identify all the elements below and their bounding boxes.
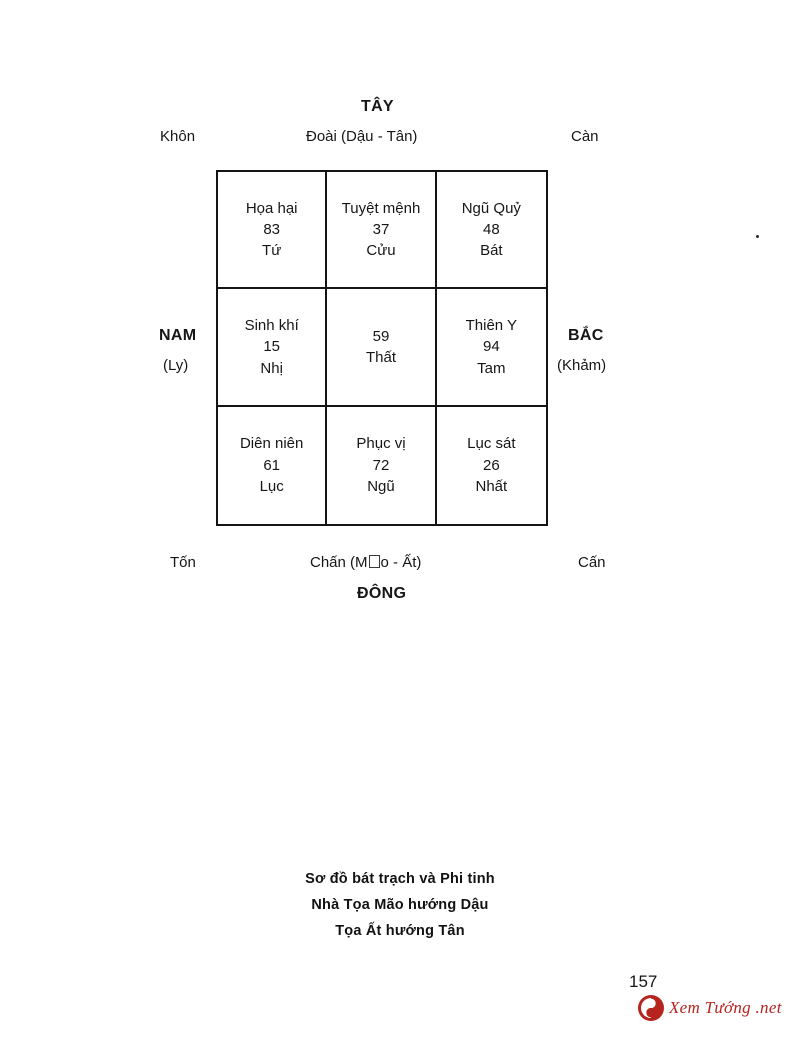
direction-label-bac: BẮC	[568, 327, 604, 344]
cell-number: 94	[482, 338, 500, 356]
cell-name: Họa hại	[245, 199, 298, 217]
caption-line-2: Nhà Tọa Mão hướng Dậu	[311, 897, 489, 913]
direction-label-can-bottom: Cấn	[578, 554, 606, 571]
cell-number: 37	[372, 221, 390, 239]
cell-number: 48	[482, 221, 500, 239]
page-number: 157	[629, 972, 658, 991]
cell-star: Tứ	[262, 242, 282, 260]
grid-cell	[437, 172, 546, 289]
watermark-text: Xem Tướng .net	[669, 998, 782, 1017]
direction-label-tay: TÂY	[361, 98, 394, 115]
grid-cell	[218, 289, 327, 406]
direction-label-chan	[310, 554, 421, 571]
bat-trach-grid	[216, 170, 548, 526]
cell-name: Ngũ Quỷ	[461, 199, 521, 217]
direction-label-khon: Khôn	[160, 128, 196, 145]
grid-cell	[437, 407, 546, 524]
cell-star: Bát	[480, 242, 503, 260]
cell-star: Thất	[365, 348, 396, 366]
direction-label-kham: (Khảm)	[557, 357, 607, 374]
direction-label-can-top: Càn	[571, 128, 599, 145]
grid-cell	[437, 289, 546, 406]
cell-name: Sinh khí	[244, 317, 299, 335]
cell-name: Phục vị	[356, 435, 406, 453]
direction-label-dong: ĐÔNG	[357, 585, 407, 602]
direction-label-nam: NAM	[159, 327, 197, 344]
grid-cell	[327, 172, 436, 289]
grid-cell	[218, 407, 327, 524]
cell-star: Nhất	[475, 477, 508, 495]
cell-name: Tuyệt mệnh	[341, 199, 421, 217]
cell-number: 59	[372, 327, 390, 345]
watermark	[638, 995, 782, 1021]
direction-label-ton: Tốn	[170, 554, 196, 571]
cell-number: 15	[263, 338, 280, 356]
cell-star: Lục	[259, 477, 284, 495]
cell-name: Lục sát	[467, 435, 516, 453]
cell-star: Cửu	[366, 242, 396, 260]
cell-star: Ngũ	[367, 477, 395, 495]
figure-caption	[0, 866, 800, 944]
direction-label-ly: (Ly)	[163, 357, 189, 374]
stray-ink-mark	[756, 235, 759, 238]
grid-cell-center	[327, 289, 436, 406]
cell-star: Tam	[477, 359, 506, 377]
caption-line-1: Sơ đồ bát trạch và Phi tinh	[305, 871, 495, 887]
cell-number: 61	[263, 456, 280, 474]
cell-name: Diên niên	[239, 435, 304, 453]
caption-line-3: Tọa Ất hướng Tân	[335, 923, 465, 939]
direction-label-doai: Đoài (Dậu - Tân)	[306, 128, 418, 145]
damaged-glyph-icon	[369, 555, 380, 568]
cell-number: 26	[482, 456, 500, 474]
chan-prefix: Chấn (M	[310, 554, 368, 571]
grid-cell	[218, 172, 327, 289]
cell-star: Nhị	[260, 359, 283, 377]
chan-suffix: o - Ất)	[380, 554, 422, 571]
grid-cell	[327, 407, 436, 524]
cell-number: 72	[372, 456, 390, 474]
cell-name: Thiên Y	[465, 317, 518, 335]
yin-yang-icon	[638, 995, 664, 1021]
cell-number: 83	[263, 221, 280, 239]
